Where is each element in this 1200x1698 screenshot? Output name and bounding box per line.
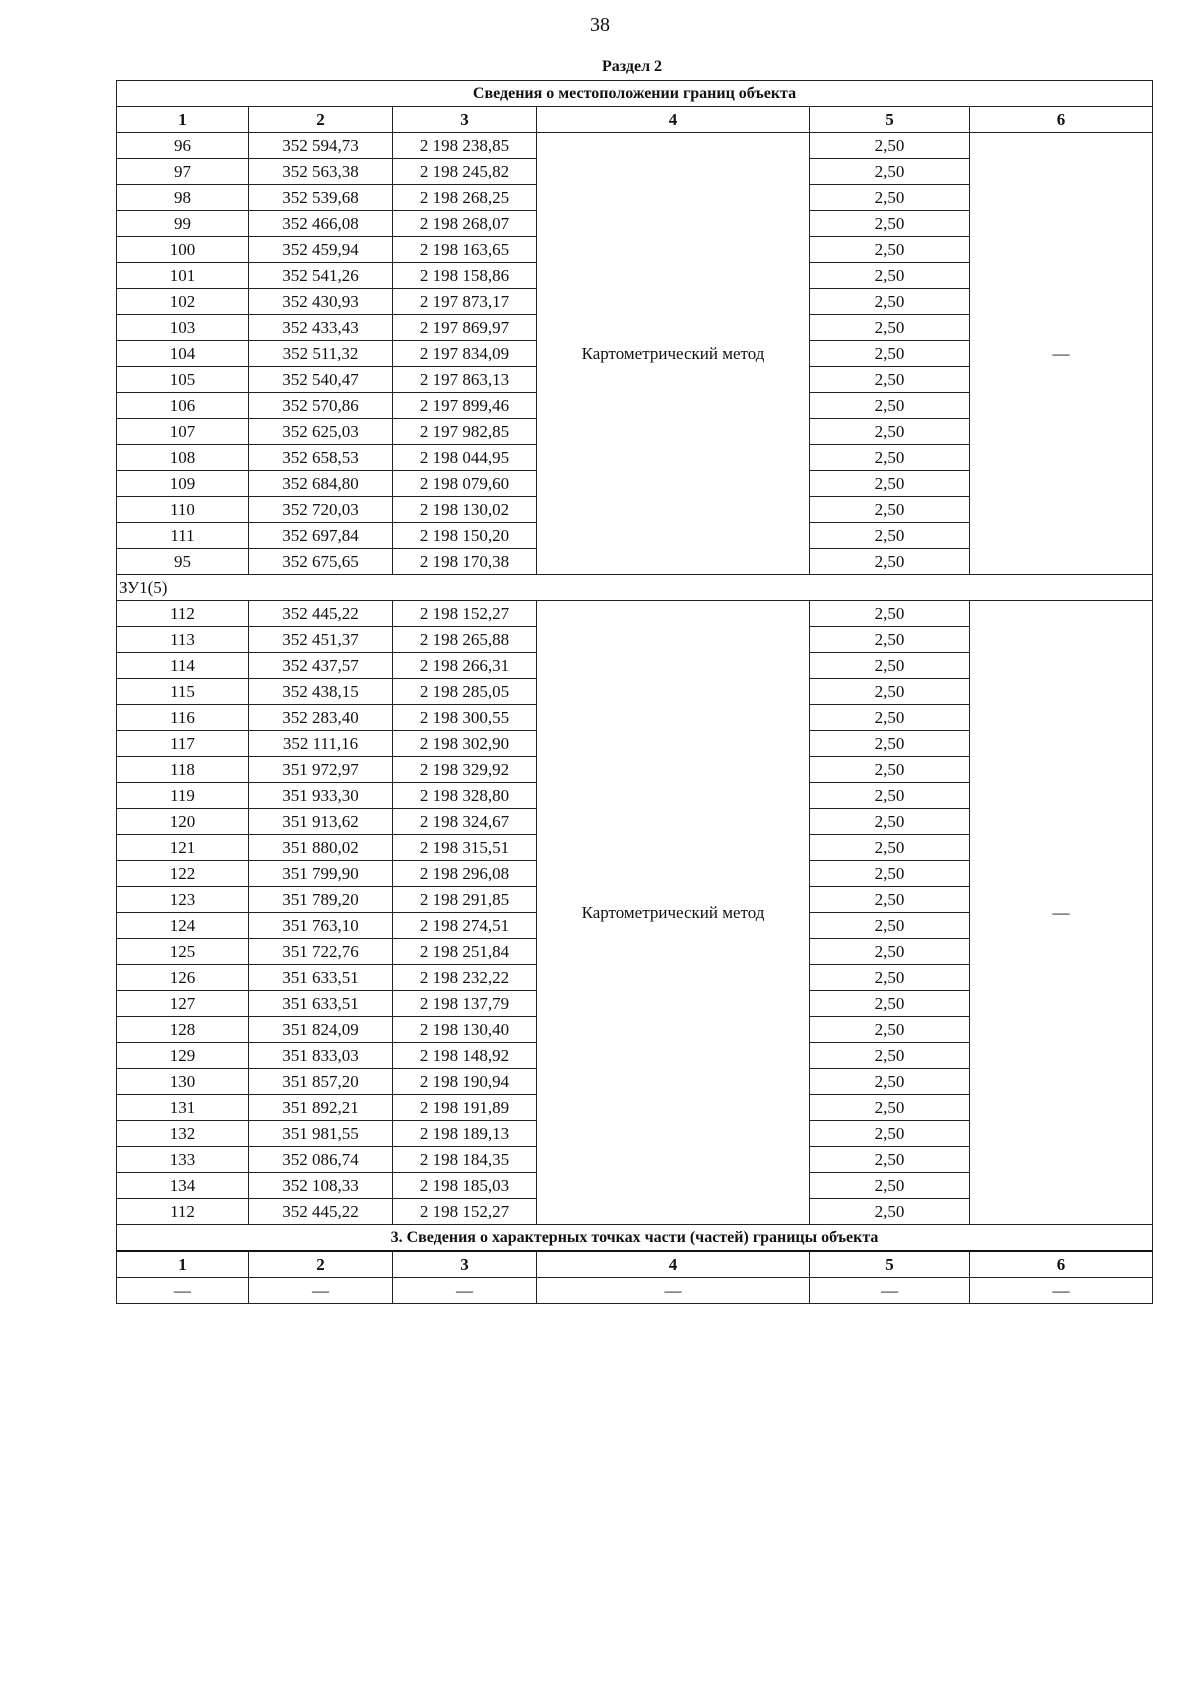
precision-value: 2,50	[810, 679, 970, 705]
point-number: 114	[117, 653, 249, 679]
coordinate-y: 2 198 130,02	[393, 497, 537, 523]
coordinate-x: 351 892,21	[249, 1095, 393, 1121]
point-number: 119	[117, 783, 249, 809]
precision-value: 2,50	[810, 1069, 970, 1095]
coordinate-y: 2 198 163,65	[393, 237, 537, 263]
point-number: 100	[117, 237, 249, 263]
precision-value: 2,50	[810, 159, 970, 185]
coordinate-x: 351 763,10	[249, 913, 393, 939]
point-number: 95	[117, 549, 249, 575]
coordinate-x: 352 658,53	[249, 445, 393, 471]
coordinate-y: 2 197 899,46	[393, 393, 537, 419]
coordinate-x: 352 466,08	[249, 211, 393, 237]
coordinate-x: 351 933,30	[249, 783, 393, 809]
point-number: 110	[117, 497, 249, 523]
coordinate-x: 352 086,74	[249, 1147, 393, 1173]
precision-value: 2,50	[810, 705, 970, 731]
coordinate-x: 351 857,20	[249, 1069, 393, 1095]
precision-value: 2,50	[810, 1147, 970, 1173]
point-number: 122	[117, 861, 249, 887]
coordinate-x: 351 633,51	[249, 991, 393, 1017]
page-number: 38	[590, 14, 610, 36]
precision-value: 2,50	[810, 419, 970, 445]
group-label: ЗУ1(5)	[117, 575, 1153, 601]
point-number: 131	[117, 1095, 249, 1121]
empty-dash-cell: —	[393, 1278, 537, 1304]
precision-value: 2,50	[810, 783, 970, 809]
precision-value: 2,50	[810, 263, 970, 289]
empty-dash-cell: —	[117, 1278, 249, 1304]
coordinate-x: 351 633,51	[249, 965, 393, 991]
precision-value: 2,50	[810, 523, 970, 549]
point-number: 99	[117, 211, 249, 237]
coordinate-y: 2 198 268,07	[393, 211, 537, 237]
precision-value: 2,50	[810, 185, 970, 211]
precision-value: 2,50	[810, 1173, 970, 1199]
coordinate-x: 352 540,47	[249, 367, 393, 393]
point-number: 132	[117, 1121, 249, 1147]
coordinate-y: 2 198 170,38	[393, 549, 537, 575]
coordinate-y: 2 198 300,55	[393, 705, 537, 731]
coordinate-y: 2 198 191,89	[393, 1095, 537, 1121]
coordinate-y: 2 198 302,90	[393, 731, 537, 757]
coordinate-x: 352 430,93	[249, 289, 393, 315]
coordinate-y: 2 198 152,27	[393, 601, 537, 627]
point-number: 109	[117, 471, 249, 497]
point-number: 97	[117, 159, 249, 185]
coordinate-x: 352 675,65	[249, 549, 393, 575]
precision-value: 2,50	[810, 601, 970, 627]
coordinate-x: 352 570,86	[249, 393, 393, 419]
precision-value: 2,50	[810, 315, 970, 341]
method-cell: Картометрический метод	[537, 133, 810, 575]
precision-value: 2,50	[810, 393, 970, 419]
column-6-cell: —	[970, 133, 1153, 575]
coordinate-y: 2 198 291,85	[393, 887, 537, 913]
precision-value: 2,50	[810, 965, 970, 991]
coordinate-x: 352 451,37	[249, 627, 393, 653]
coordinate-y: 2 198 150,20	[393, 523, 537, 549]
point-number: 127	[117, 991, 249, 1017]
coordinate-x: 351 972,97	[249, 757, 393, 783]
empty-dash-cell: —	[810, 1278, 970, 1304]
coordinate-y: 2 198 185,03	[393, 1173, 537, 1199]
point-number: 104	[117, 341, 249, 367]
point-number: 134	[117, 1173, 249, 1199]
coordinate-y: 2 198 315,51	[393, 835, 537, 861]
precision-value: 2,50	[810, 549, 970, 575]
precision-value: 2,50	[810, 211, 970, 237]
point-number: 102	[117, 289, 249, 315]
empty-dash-cell: —	[537, 1278, 810, 1304]
precision-value: 2,50	[810, 653, 970, 679]
section-title: Раздел 2	[601, 58, 663, 75]
coordinate-x: 352 111,16	[249, 731, 393, 757]
coordinate-x: 352 594,73	[249, 133, 393, 159]
coordinate-y: 2 198 189,13	[393, 1121, 537, 1147]
point-number: 108	[117, 445, 249, 471]
column-number: 6	[970, 1251, 1153, 1278]
coordinate-y: 2 198 296,08	[393, 861, 537, 887]
point-number: 128	[117, 1017, 249, 1043]
precision-value: 2,50	[810, 1095, 970, 1121]
coordinate-y: 2 198 190,94	[393, 1069, 537, 1095]
coordinate-y: 2 198 245,82	[393, 159, 537, 185]
coordinate-x: 351 880,02	[249, 835, 393, 861]
coordinate-y: 2 198 232,22	[393, 965, 537, 991]
point-number: 124	[117, 913, 249, 939]
column-number: 6	[970, 107, 1153, 133]
precision-value: 2,50	[810, 861, 970, 887]
boundary-table-body	[117, 81, 1153, 1304]
coordinate-y: 2 197 982,85	[393, 419, 537, 445]
precision-value: 2,50	[810, 1199, 970, 1225]
coordinate-y: 2 198 268,25	[393, 185, 537, 211]
coordinate-y: 2 198 152,27	[393, 1199, 537, 1225]
table-row	[117, 601, 1153, 627]
precision-value: 2,50	[810, 341, 970, 367]
coordinate-x: 352 437,57	[249, 653, 393, 679]
column-number: 5	[810, 1251, 970, 1278]
table-title: Сведения о местоположении границ объекта	[117, 81, 1153, 107]
section3-empty-row	[117, 1278, 1153, 1304]
coordinate-y: 2 198 184,35	[393, 1147, 537, 1173]
method-cell: Картометрический метод	[537, 601, 810, 1225]
coordinate-x: 352 697,84	[249, 523, 393, 549]
precision-value: 2,50	[810, 289, 970, 315]
coordinate-y: 2 198 130,40	[393, 1017, 537, 1043]
coordinate-y: 2 198 328,80	[393, 783, 537, 809]
coordinate-y: 2 198 266,31	[393, 653, 537, 679]
coordinate-y: 2 198 324,67	[393, 809, 537, 835]
section3-column-number-row	[117, 1251, 1153, 1278]
coordinate-x: 352 625,03	[249, 419, 393, 445]
coordinate-x: 351 913,62	[249, 809, 393, 835]
precision-value: 2,50	[810, 809, 970, 835]
coordinate-x: 352 459,94	[249, 237, 393, 263]
table-row	[117, 133, 1153, 159]
coordinate-x: 352 539,68	[249, 185, 393, 211]
column-number: 4	[537, 107, 810, 133]
coordinate-x: 351 833,03	[249, 1043, 393, 1069]
table-title-row	[117, 81, 1153, 107]
column-number: 5	[810, 107, 970, 133]
point-number: 129	[117, 1043, 249, 1069]
section3-title-row	[117, 1225, 1153, 1252]
precision-value: 2,50	[810, 1043, 970, 1069]
precision-value: 2,50	[810, 939, 970, 965]
coordinate-x: 352 283,40	[249, 705, 393, 731]
point-number: 106	[117, 393, 249, 419]
coordinate-y: 2 197 869,97	[393, 315, 537, 341]
precision-value: 2,50	[810, 835, 970, 861]
coordinate-x: 352 684,80	[249, 471, 393, 497]
coordinate-x: 352 563,38	[249, 159, 393, 185]
precision-value: 2,50	[810, 991, 970, 1017]
empty-dash-cell: —	[970, 1278, 1153, 1304]
point-number: 120	[117, 809, 249, 835]
precision-value: 2,50	[810, 497, 970, 523]
coordinate-x: 351 799,90	[249, 861, 393, 887]
point-number: 118	[117, 757, 249, 783]
precision-value: 2,50	[810, 913, 970, 939]
coordinate-x: 352 541,26	[249, 263, 393, 289]
empty-dash-cell: —	[249, 1278, 393, 1304]
coordinate-x: 351 981,55	[249, 1121, 393, 1147]
column-number: 2	[249, 107, 393, 133]
column-number: 3	[393, 107, 537, 133]
precision-value: 2,50	[810, 237, 970, 263]
coordinate-y: 2 198 148,92	[393, 1043, 537, 1069]
column-number: 3	[393, 1251, 537, 1278]
precision-value: 2,50	[810, 627, 970, 653]
point-number: 117	[117, 731, 249, 757]
coordinate-x: 352 438,15	[249, 679, 393, 705]
point-number: 130	[117, 1069, 249, 1095]
coordinate-y: 2 197 834,09	[393, 341, 537, 367]
precision-value: 2,50	[810, 471, 970, 497]
precision-value: 2,50	[810, 731, 970, 757]
column-number: 1	[117, 1251, 249, 1278]
column-number: 4	[537, 1251, 810, 1278]
point-number: 101	[117, 263, 249, 289]
group-label-row	[117, 575, 1153, 601]
coordinate-y: 2 198 265,88	[393, 627, 537, 653]
coordinate-y: 2 198 079,60	[393, 471, 537, 497]
column-number: 2	[249, 1251, 393, 1278]
point-number: 113	[117, 627, 249, 653]
precision-value: 2,50	[810, 1017, 970, 1043]
point-number: 125	[117, 939, 249, 965]
coordinate-y: 2 198 158,86	[393, 263, 537, 289]
point-number: 107	[117, 419, 249, 445]
column-number-row	[117, 107, 1153, 133]
coordinate-y: 2 197 873,17	[393, 289, 537, 315]
coordinate-y: 2 198 285,05	[393, 679, 537, 705]
point-number: 116	[117, 705, 249, 731]
point-number: 115	[117, 679, 249, 705]
coordinate-x: 352 445,22	[249, 601, 393, 627]
coordinate-x: 352 445,22	[249, 1199, 393, 1225]
precision-value: 2,50	[810, 445, 970, 471]
coordinate-x: 352 511,32	[249, 341, 393, 367]
point-number: 98	[117, 185, 249, 211]
precision-value: 2,50	[810, 1121, 970, 1147]
point-number: 96	[117, 133, 249, 159]
coordinate-x: 351 722,76	[249, 939, 393, 965]
point-number: 121	[117, 835, 249, 861]
point-number: 105	[117, 367, 249, 393]
precision-value: 2,50	[810, 757, 970, 783]
section3-title: 3. Сведения о характерных точках части (частей) границы объекта	[117, 1225, 1153, 1252]
precision-value: 2,50	[810, 367, 970, 393]
point-number: 112	[117, 601, 249, 627]
coordinate-y: 2 198 251,84	[393, 939, 537, 965]
coordinate-y: 2 198 329,92	[393, 757, 537, 783]
column-number: 1	[117, 107, 249, 133]
boundary-table	[116, 80, 1153, 1304]
coordinate-y: 2 198 274,51	[393, 913, 537, 939]
coordinate-x: 351 789,20	[249, 887, 393, 913]
precision-value: 2,50	[810, 133, 970, 159]
coordinate-y: 2 198 044,95	[393, 445, 537, 471]
precision-value: 2,50	[810, 887, 970, 913]
point-number: 111	[117, 523, 249, 549]
point-number: 123	[117, 887, 249, 913]
coordinate-y: 2 197 863,13	[393, 367, 537, 393]
column-6-cell: —	[970, 601, 1153, 1225]
coordinate-y: 2 198 238,85	[393, 133, 537, 159]
point-number: 103	[117, 315, 249, 341]
point-number: 112	[117, 1199, 249, 1225]
coordinate-x: 352 433,43	[249, 315, 393, 341]
coordinate-y: 2 198 137,79	[393, 991, 537, 1017]
coordinate-x: 352 108,33	[249, 1173, 393, 1199]
point-number: 133	[117, 1147, 249, 1173]
coordinate-x: 352 720,03	[249, 497, 393, 523]
coordinate-x: 351 824,09	[249, 1017, 393, 1043]
point-number: 126	[117, 965, 249, 991]
